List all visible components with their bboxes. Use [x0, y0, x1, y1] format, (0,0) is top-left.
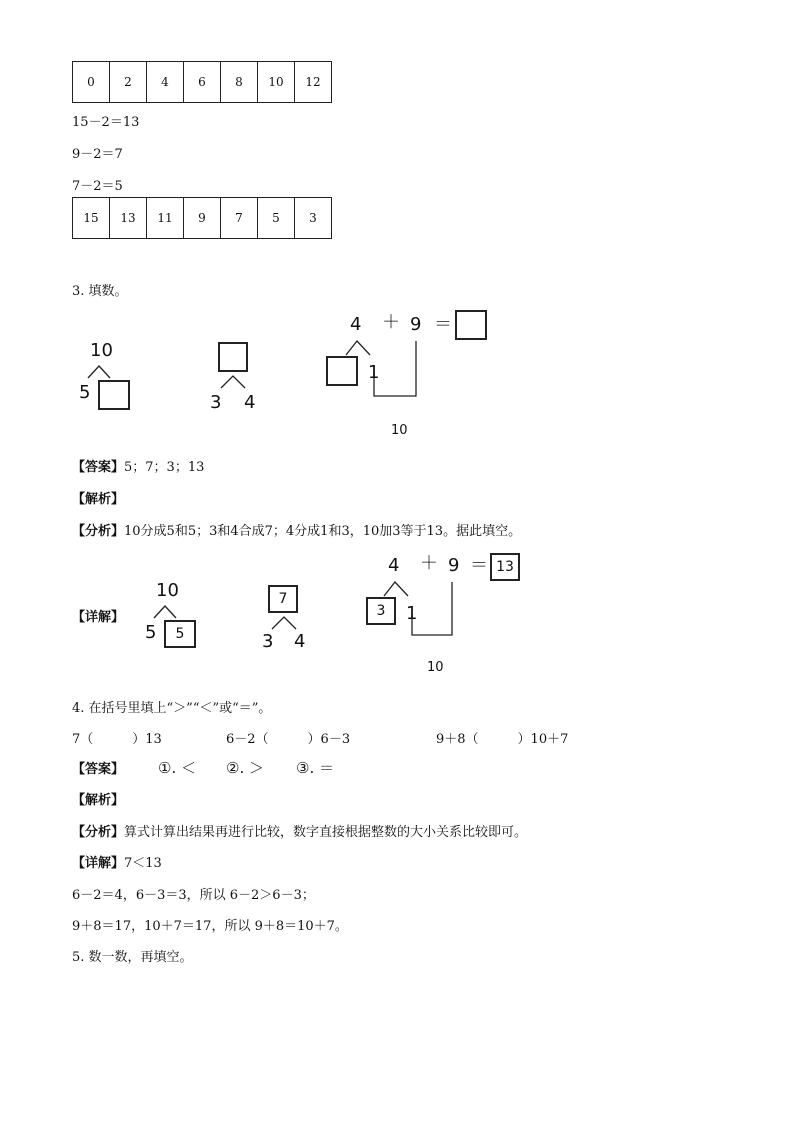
answer-2: ②. ＞ [226, 759, 264, 777]
ten-label: 10 [427, 660, 444, 675]
combine-figure-solved [262, 585, 322, 657]
fenxi-label: 【分析】 [72, 825, 125, 840]
question-3-title: 3. 填数。 [72, 284, 128, 299]
analysis-label: 【解析】 [72, 492, 125, 507]
part-number: 1 [406, 603, 418, 624]
ten-label: 10 [391, 423, 408, 438]
answer-box[interactable] [98, 380, 130, 410]
addend-b: 9 [410, 314, 422, 335]
answer-label: 【答案】 [72, 460, 125, 475]
make-ten-figure-solved [358, 551, 538, 681]
part-number: 3 [262, 631, 274, 652]
table-cell: 0 [73, 62, 110, 103]
whole-number: 10 [90, 340, 113, 361]
table-cell: 13 [110, 198, 147, 239]
table-cell: 6 [184, 62, 221, 103]
question-5-title: 5. 数一数，再填空。 [72, 950, 193, 965]
number-table-1 [72, 61, 332, 103]
detail-label: 【详解】 [72, 856, 125, 871]
fenxi-line [72, 821, 527, 840]
answer-text: 5；7；3；13 [124, 460, 205, 475]
fenxi-text: 10分成5和5；3和4合成7；4分成1和3，10加3等于13。据此填空。 [124, 524, 522, 539]
plus-sign: ＋ [382, 312, 400, 333]
detail-line: 6－2＝4，6－3＝3，所以 6－2＞6－3； [72, 888, 315, 903]
fenxi-line [72, 520, 521, 539]
addend-a: 4 [388, 555, 400, 576]
addend-b: 9 [448, 555, 460, 576]
question-4-title: 4. 在括号里填上“＞”“＜”或“＝”。 [72, 701, 272, 716]
make-ten-figure [320, 310, 500, 440]
answer-line [72, 456, 204, 475]
answer-line [72, 758, 124, 777]
split-figure-10 [78, 340, 138, 412]
table-cell: 10 [258, 62, 295, 103]
filled-box: 7 [268, 585, 298, 613]
combine-figure [210, 342, 270, 414]
table-cell: 3 [295, 198, 332, 239]
fenxi-label: 【分析】 [72, 524, 125, 539]
equals-sign: ＝ [434, 314, 452, 335]
filled-box: 5 [164, 620, 196, 648]
equals-sign: ＝ [470, 555, 488, 576]
equation-line: 9－2＝7 [72, 147, 123, 162]
equation-line: 7－2＝5 [72, 179, 123, 194]
table-cell: 5 [258, 198, 295, 239]
answer-3: ③. ＝ [296, 759, 334, 777]
table-cell: 4 [147, 62, 184, 103]
table-cell: 2 [110, 62, 147, 103]
number-table-2 [72, 197, 332, 239]
part-number: 5 [79, 382, 91, 403]
table-cell: 8 [221, 62, 258, 103]
table-cell: 11 [147, 198, 184, 239]
part-number: 1 [368, 362, 380, 383]
table-cell: 9 [184, 198, 221, 239]
filled-box: 13 [490, 553, 520, 581]
compare-item-2[interactable]: 6－2（ ）6－3 [226, 732, 351, 747]
table-cell: 12 [295, 62, 332, 103]
part-number: 3 [210, 392, 222, 413]
table-cell: 7 [221, 198, 258, 239]
plus-sign: ＋ [420, 553, 438, 574]
part-number: 4 [244, 392, 256, 413]
equation-line: 15－2＝13 [72, 115, 140, 130]
part-number: 5 [145, 622, 157, 643]
addend-a: 4 [350, 314, 362, 335]
detail-line [72, 852, 162, 871]
compare-item-1[interactable]: 7（ ）13 [72, 732, 162, 747]
compare-item-3[interactable]: 9＋8（ ）10＋7 [436, 732, 569, 747]
analysis-label: 【解析】 [72, 793, 125, 808]
filled-box: 3 [366, 597, 396, 625]
detail-label: 【详解】 [72, 610, 125, 625]
answer-label: 【答案】 [72, 762, 125, 777]
table-cell: 15 [73, 198, 110, 239]
part-number: 4 [294, 631, 306, 652]
split-figure-10-solved [144, 580, 204, 652]
answer-1: ①. ＜ [158, 759, 196, 777]
detail-text: 7＜13 [124, 856, 162, 871]
fenxi-text: 算式计算出结果再进行比较，数字直接根据整数的大小关系比较即可。 [124, 825, 528, 840]
answer-box[interactable] [326, 356, 358, 386]
detail-line: 9＋8＝17，10＋7＝17，所以 9＋8＝10＋7。 [72, 919, 348, 934]
whole-number: 10 [156, 580, 179, 601]
